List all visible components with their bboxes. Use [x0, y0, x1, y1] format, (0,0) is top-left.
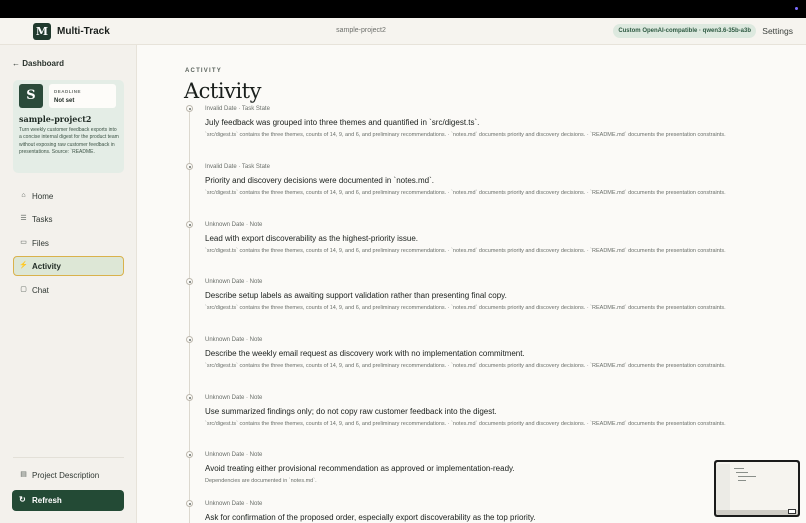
timeline-dot-icon [186, 278, 193, 285]
thumbnail-line [738, 480, 746, 481]
activity-icon: ⚡ [19, 262, 28, 269]
thumbnail-dock [716, 510, 798, 515]
timeline-dot-icon [186, 500, 193, 507]
thumbnail-sidebar [716, 464, 730, 515]
project-title: sample-project2 [19, 114, 92, 124]
page-title: Activity [184, 79, 261, 103]
sidebar-item-tasks[interactable] [13, 209, 124, 229]
chat-icon: ▢ [20, 286, 27, 293]
refresh-button[interactable] [12, 490, 124, 511]
model-badge[interactable]: Custom OpenAI-compatible · qwen3.6-35b-a3b [613, 24, 756, 38]
refresh-icon: ↻ [19, 495, 26, 504]
entry-description: `src/digest.ts` contains the three themes, counts of 14, 9, and 6, and preliminary recommendations. · `notes.md` documents priority and discovery decisions. · `README.md` documents the presentation constraints. [205, 305, 726, 311]
sidebar [0, 45, 137, 523]
entry-title: Use summarized findings only; do not copy raw customer feedback into the digest. [205, 407, 497, 416]
entry-title: July feedback was grouped into three themes and quantified in `src/digest.ts`. [205, 118, 480, 127]
app-logo[interactable]: M [33, 23, 51, 40]
entry-title: Priority and discovery decisions were documented in `notes.md`. [205, 176, 434, 185]
app-name: Multi-Track [57, 26, 110, 37]
deadline-label: DEADLINE [54, 89, 82, 94]
entry-title: Avoid treating either provisional recommendation as approved or implementation-ready. [205, 464, 515, 473]
entry-description: Dependencies are documented in `notes.md`. [205, 478, 317, 484]
timeline-dot-icon [186, 105, 193, 112]
app-header [0, 18, 806, 45]
entry-meta: Unknown Date · Note [205, 279, 263, 285]
entry-meta: Invalid Date · Task State [205, 106, 270, 112]
entry-description: `src/digest.ts` contains the three themes, counts of 14, 9, and 6, and preliminary recommendations. · `notes.md` documents priority and discovery decisions. · `README.md` documents the presentation constraints. [205, 363, 726, 369]
entry-meta: Unknown Date · Note [205, 222, 263, 228]
sidebar-item-label: Home [32, 192, 54, 201]
entry-meta: Unknown Date · Note [205, 337, 263, 343]
project-card [13, 80, 124, 173]
sidebar-item-chat[interactable] [13, 280, 124, 300]
window-preview-thumbnail[interactable] [714, 460, 800, 517]
main-content [137, 45, 806, 523]
entry-description: `src/digest.ts` contains the three themes, counts of 14, 9, and 6, and preliminary recommendations. · `notes.md` documents priority and discovery decisions. · `README.md` documents the presentation constraints. [205, 421, 726, 427]
entry-meta: Unknown Date · Note [205, 452, 263, 458]
document-icon: ▤ [20, 471, 27, 478]
sidebar-item-label: Files [32, 239, 49, 248]
status-indicator-icon [795, 7, 798, 10]
section-label: ACTIVITY [185, 68, 222, 74]
tasks-icon: ☰ [20, 215, 27, 222]
thumbnail-line [738, 476, 756, 477]
sidebar-item-home[interactable] [13, 186, 124, 206]
entry-description: `src/digest.ts` contains the three themes, counts of 14, 9, and 6, and preliminary recommendations. · `notes.md` documents priority and discovery decisions. · `README.md` documents the presentation constraints. [205, 248, 726, 254]
entry-title: Ask for confirmation of the proposed order, especially export discoverability as the top priority. [205, 513, 536, 522]
settings-link[interactable]: Settings [762, 26, 793, 36]
folder-icon: ▭ [20, 239, 27, 246]
project-description-label: Project Description [32, 471, 100, 480]
current-project-name: sample-project2 [336, 27, 386, 34]
timeline-dot-icon [186, 336, 193, 343]
sidebar-item-activity[interactable] [13, 256, 124, 276]
entry-description: `src/digest.ts` contains the three themes, counts of 14, 9, and 6, and preliminary recommendations. · `notes.md` documents priority and discovery decisions. · `README.md` documents the presentation constraints. [205, 190, 726, 196]
deadline-box [49, 84, 116, 108]
entry-meta: Invalid Date · Task State [205, 164, 270, 170]
back-to-dashboard-link[interactable]: ← Dashboard [12, 59, 65, 68]
entry-meta: Unknown Date · Note [205, 501, 263, 507]
entry-title: Lead with export discoverability as the highest-priority issue. [205, 234, 418, 243]
project-description-link[interactable] [13, 465, 124, 485]
timeline-dot-icon [186, 394, 193, 401]
timeline-dot-icon [186, 451, 193, 458]
refresh-label: Refresh [32, 496, 62, 505]
home-icon: ⌂ [21, 192, 26, 199]
thumbnail-window-icon [788, 509, 796, 514]
entry-title: Describe the weekly email request as discovery work with no implementation commitment. [205, 349, 525, 358]
sidebar-item-label: Activity [32, 262, 61, 271]
timeline-dot-icon [186, 221, 193, 228]
sidebar-item-label: Chat [32, 286, 49, 295]
thumbnail-screen [716, 462, 798, 515]
entry-title: Describe setup labels as awaiting support validation rather than presenting final copy. [205, 291, 507, 300]
entry-meta: Unknown Date · Note [205, 395, 263, 401]
thumbnail-line [734, 468, 744, 469]
deadline-value: Not set [54, 98, 75, 104]
thumbnail-line [736, 472, 748, 473]
os-menu-bar [0, 0, 806, 18]
project-avatar: S [19, 84, 43, 108]
entry-description: `src/digest.ts` contains the three themes, counts of 14, 9, and 6, and preliminary recommendations. · `notes.md` documents priority and discovery decisions. · `README.md` documents the presentation constraints. [205, 132, 726, 138]
timeline-dot-icon [186, 163, 193, 170]
project-description: Turn weekly customer feedback exports into a concise internal digest for the product team without exposing raw customer feedback in presentations. Source: `README. [19, 127, 119, 156]
sidebar-divider [13, 457, 124, 458]
sidebar-item-files[interactable] [13, 233, 124, 253]
sidebar-item-label: Tasks [32, 215, 53, 224]
